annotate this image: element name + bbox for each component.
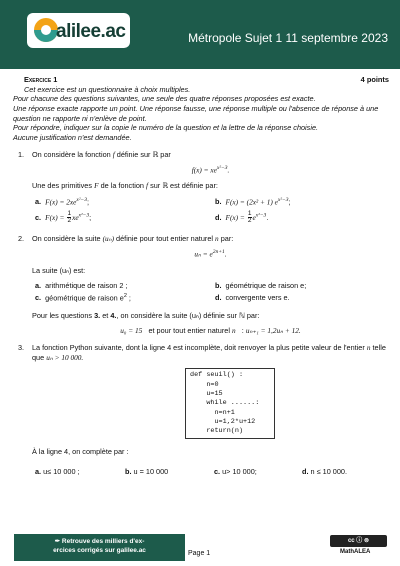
answer-option-a[interactable]: a. arithmétique de raison 2 ;	[35, 281, 128, 291]
recurrence-formula: u₀ = 15 et pour tout entier naturel n : uₙ₊₁ = 1,2uₙ + 12.	[120, 326, 301, 336]
intro-line: Aucune justification n'est demandée.	[13, 132, 132, 142]
exercise-title: Exercice 1	[24, 75, 58, 84]
question-text: La fonction Python suivante, dont la ligne 4 est incomplète, doit renvoyer la plus petite valeur de l'entier n telle que uₙ > 10 000.	[32, 343, 386, 362]
question-number: 2.	[18, 233, 25, 243]
exercise-header	[24, 75, 389, 85]
logo-text: alilee.ac	[56, 21, 126, 42]
answer-option-b[interactable]: b. géométrique de raison e;	[215, 281, 307, 291]
intro-line: Cet exercice est un questionnaire à choix multiples.	[24, 84, 191, 94]
answer-options	[35, 281, 389, 303]
page-title: Métropole Sujet 1 11 septembre 2023	[188, 31, 388, 45]
answer-option-a[interactable]: a. $F(x) = 2xe^{x^2-3}$;	[35, 196, 89, 207]
function-formula: $f(x) = xe^{x^2-3}$.	[191, 165, 230, 175]
answer-option-b[interactable]: b. F(x) = (2x² + 1) $e^{x^2-3}$;	[215, 196, 291, 207]
promo-line: ✒ Retrouve des milliers d'ex-	[54, 538, 145, 545]
question-1	[13, 150, 389, 225]
answer-option-d[interactable]: d. n ≤ 10 000.	[302, 467, 347, 477]
answer-option-a[interactable]: a. u≤ 10 000 ;	[35, 467, 80, 477]
exercise-content	[13, 75, 389, 477]
answer-option-d[interactable]: d. convergente vers e.	[215, 292, 290, 302]
question-3	[13, 343, 389, 477]
intro-text: Pour les questions 3. et 4., on considère la suite (uₙ) définie sur ℕ par:	[32, 310, 260, 320]
questions-3-4-intro	[13, 311, 389, 336]
answer-options	[35, 197, 389, 225]
galilee-logo-icon	[34, 18, 58, 42]
promo-line: ercices corrigés sur galilee.ac	[53, 547, 146, 555]
answer-option-c[interactable]: c. u> 10 000;	[214, 467, 257, 477]
intro-line: Pour chacune des questions suivantes, une seule des quatre réponses proposées est exacte.	[13, 94, 316, 104]
question-prompt: À la ligne 4, on complète par :	[32, 447, 129, 457]
galilee-logo[interactable]	[27, 13, 130, 48]
question-text: On considère la fonction f définie sur ℝ par	[32, 149, 171, 159]
question-text: On considère la suite (uₙ) définie pour tout entier naturel n par:	[32, 233, 234, 243]
answer-option-c[interactable]: c. F(x) = $\frac{1}{2}$ $xe^{x^2-3}$;	[35, 209, 92, 225]
promo-banner[interactable]	[14, 534, 185, 561]
footer	[0, 534, 400, 566]
intro-line: Pour répondre, indiquer sur la copie le numéro de la question et la lettre de la réponse choisie.	[13, 123, 319, 133]
python-code-block: def seuil() : n=0 u=15 while ......: n=n+1 u=1,2*u+12 return(n)	[185, 368, 275, 439]
intro-line: Une réponse exacte rapporte un point. Une réponse fausse, une réponse multiple ou l'absence de réponse à une question ne rapporte ni n'enlève de point.	[13, 104, 379, 123]
answer-option-c[interactable]: c. géométrique de raison $e^2$ ;	[35, 292, 131, 303]
question-prompt: Une des primitives F de la fonction f sur ℝ est définie par:	[32, 181, 218, 191]
exercise-points: 4 points	[360, 75, 389, 84]
header	[0, 0, 400, 69]
creative-commons-icon[interactable]: cc ⓘ ⊜	[330, 535, 387, 547]
answer-option-b[interactable]: b. u = 10 000	[125, 467, 169, 477]
question-prompt: La suite (uₙ) est:	[32, 265, 86, 275]
question-2	[13, 234, 389, 303]
sequence-formula: $u_n = e^{2n+1}$.	[194, 249, 227, 259]
question-number: 3.	[18, 343, 25, 353]
answer-options	[35, 467, 389, 477]
exercise-intro	[13, 85, 389, 143]
answer-option-d[interactable]: d. F(x) = $\frac{1}{2}$ $e^{x^2-3}$.	[215, 209, 269, 225]
page-number: Page 1	[188, 550, 211, 557]
mathalea-label: MathALEA	[340, 549, 371, 555]
question-number: 1.	[18, 149, 25, 159]
